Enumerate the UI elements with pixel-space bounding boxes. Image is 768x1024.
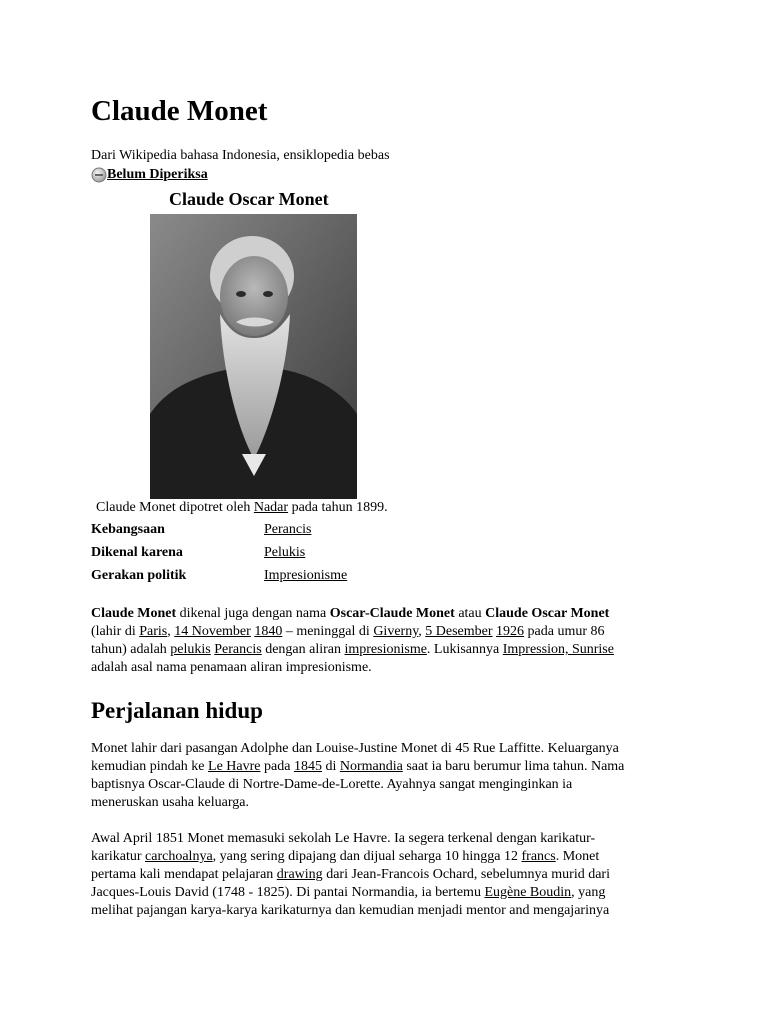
text-line: Awal April 1851 Monet memasuki sekolah Le Havre. Ia segera terkenal dengan karikatur-	[91, 831, 596, 846]
link-normandia[interactable]: Normandia	[339, 759, 403, 774]
link-14-november[interactable]: 14 November	[174, 624, 251, 639]
infobox-label: Dikenal karena	[91, 545, 183, 560]
text: ,	[418, 624, 426, 639]
section-heading: Perjalanan hidup	[91, 698, 263, 723]
link-5-desember[interactable]: 5 Desember	[425, 624, 493, 639]
intro-paragraph	[91, 605, 671, 677]
text: . Monet	[555, 849, 600, 864]
text: (lahir di	[91, 624, 140, 639]
text: pada	[260, 759, 294, 774]
text-line: melihat pajangan karya-karya karikaturnya dan kemudian menjadi mentor and mengajarinya	[91, 903, 610, 918]
review-status	[91, 166, 208, 183]
link-eugene-boudin[interactable]: Eugène Boudin	[484, 885, 572, 900]
text: dengan aliran	[261, 642, 345, 657]
unreviewed-icon	[91, 167, 107, 183]
text: , yang	[571, 885, 606, 900]
link-impression-sunrise[interactable]: Impression, Sunrise	[502, 642, 614, 657]
text: pada umur 86	[524, 624, 605, 639]
text: saat ia baru berumur lima tahun. Nama	[402, 759, 625, 774]
link-le-havre[interactable]: Le Havre	[208, 759, 261, 774]
page-subtitle: Dari Wikipedia bahasa Indonesia, ensiklopedia bebas	[91, 148, 390, 163]
infobox-value-link[interactable]: Perancis	[264, 522, 312, 537]
portrait-photo	[150, 214, 357, 499]
text: di	[321, 759, 340, 774]
text: tahun) adalah	[91, 642, 171, 657]
infobox-title: Claude Oscar Monet	[169, 189, 329, 209]
link-perancis[interactable]: Perancis	[214, 642, 262, 657]
link-pelukis[interactable]: pelukis	[170, 642, 211, 657]
text: . Lukisannya	[426, 642, 503, 657]
link-impresionisme[interactable]: impresionisme	[344, 642, 427, 657]
caption-link-nadar[interactable]: Nadar	[253, 500, 289, 515]
text: karikatur	[91, 849, 146, 864]
link-giverny[interactable]: Giverny	[373, 624, 419, 639]
text: – meninggal di	[282, 624, 374, 639]
section-paragraph-2	[91, 830, 671, 920]
link-paris[interactable]: Paris	[139, 624, 168, 639]
text-line: Monet lahir dari pasangan Adolphe dan Louise-Justine Monet di 45 Rue Laffitte. Keluarganya	[91, 741, 619, 756]
infobox-label: Kebangsaan	[91, 522, 165, 537]
text: adalah asal nama penamaan aliran impresionisme.	[91, 660, 372, 675]
text: dikenal juga dengan nama	[176, 606, 330, 621]
infobox-label: Gerakan politik	[91, 568, 187, 583]
link-francs[interactable]: francs	[521, 849, 556, 864]
infobox-value-link[interactable]: Impresionisme	[264, 568, 348, 583]
section-paragraph-1	[91, 740, 671, 812]
text: Jacques-Louis David (1748 - 1825). Di pantai Normandia, ia bertemu	[91, 885, 485, 900]
review-status-link[interactable]: Belum Diperiksa	[107, 167, 208, 182]
text: , yang sering dipajang dan dijual seharga 10 hingga 12	[212, 849, 522, 864]
bold-name: Oscar-Claude Monet	[329, 606, 455, 621]
bold-name: Claude Monet	[91, 606, 177, 621]
link-1926[interactable]: 1926	[496, 624, 525, 639]
bold-name: Claude Oscar Monet	[485, 606, 610, 621]
text-line: baptisnya Oscar-Claude di Nortre-Dame-de-Lorette. Ayahnya sangat menginginkan ia	[91, 777, 573, 792]
caption-text-end: pada tahun 1899.	[288, 500, 388, 515]
text-line: meneruskan usaha keluarga.	[91, 795, 249, 810]
text: pertama kali mendapat pelajaran	[91, 867, 277, 882]
text: kemudian pindah ke	[91, 759, 209, 774]
link-1845[interactable]: 1845	[293, 759, 322, 774]
text: dari Jean-Francois Ochard, sebelumnya murid dari	[322, 867, 610, 882]
portrait-caption	[96, 499, 388, 516]
link-drawing[interactable]: drawing	[276, 867, 323, 882]
infobox-value-link[interactable]: Pelukis	[264, 545, 306, 560]
page-title: Claude Monet	[91, 95, 268, 127]
link-carchoalnya[interactable]: carchoalnya	[145, 849, 213, 864]
link-1840[interactable]: 1840	[254, 624, 283, 639]
text: atau	[454, 606, 486, 621]
text: ,	[167, 624, 175, 639]
caption-text: Claude Monet dipotret oleh	[96, 500, 254, 515]
